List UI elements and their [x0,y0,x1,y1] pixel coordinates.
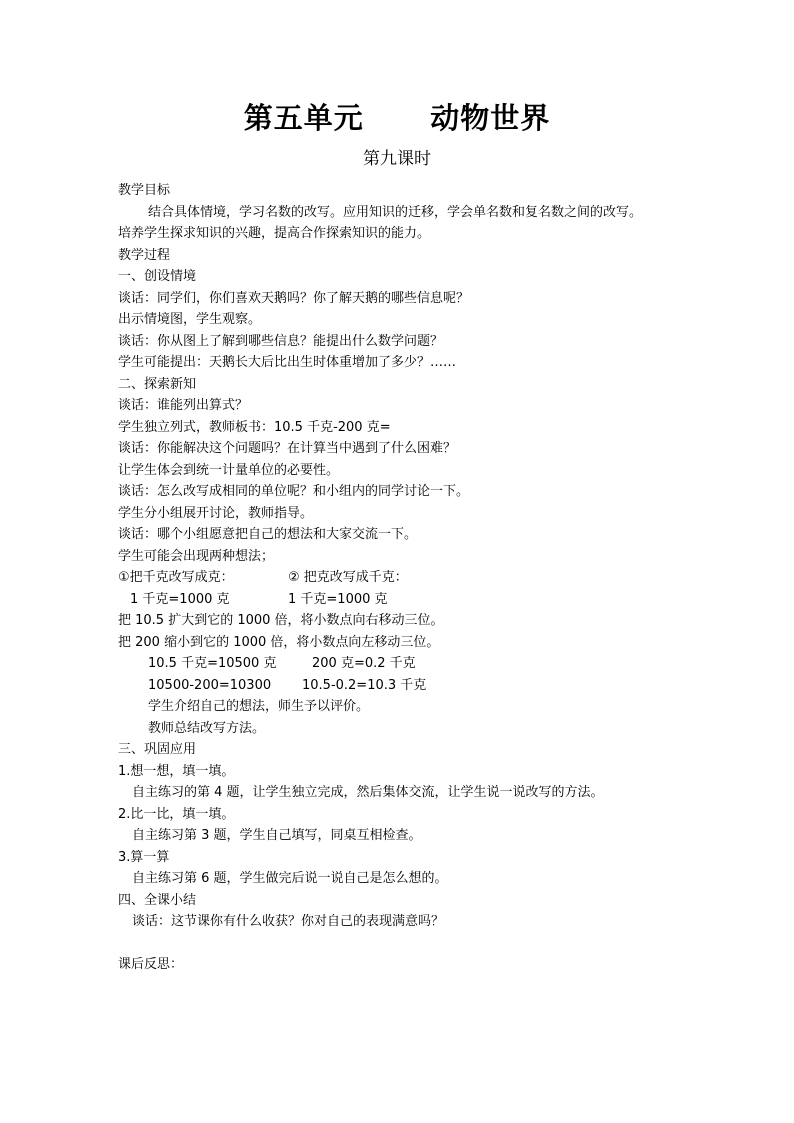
spacer [118,933,718,955]
calc-step: 200 克=0.2 千克 [312,656,416,671]
text-line: 学生介绍自己的想法，师生予以评价。 [148,699,370,714]
page-title: 第五单元 动物世界 [243,101,551,135]
text-line: 谈话：这节课你有什么收获？你对自己的表现满意吗？ [132,914,445,929]
text-line: 学生独立列式，教师板书：10.5 千克-200 克= [118,419,391,435]
goals-line: 结合具体情境，学习名数的改写。应用知识的迁移，学会单名数和复名数之间的改写。 [148,204,643,220]
method-two-eq: 1 千克=1000 克 [288,591,388,607]
text-line: 让学生体会到统一计量单位的必要性。 [118,462,340,478]
method-one-eq: 1 千克=1000 克 [130,591,230,607]
methods-eq-row [118,589,718,611]
text-line: 教师总结改写方法。 [148,720,266,736]
text-line: 出示情境图，学生观察。 [118,312,262,327]
reflection-label: 课后反思： [118,957,184,972]
text-line: 谈话：你能解决这个问题吗？在计算当中遇到了什么困难？ [118,441,457,456]
text-line: 谈话：怎么改写成相同的单位呢？和小组内的同学讨论一下。 [118,484,470,499]
goals-heading: 教学目标 [118,183,171,198]
calc-row [118,653,718,675]
methods-row [118,567,718,589]
process-heading: 教学过程 [118,247,171,263]
exercise-title: 3.算一算 [118,849,170,865]
text-line: 谈话：同学们，你们喜欢天鹅吗？你了解天鹅的哪些信息呢？ [118,290,470,306]
exercise-desc: 自主练习第 6 题，学生做完后说一说自己是怎么想的。 [132,871,448,886]
text-line: 学生分小组展开讨论，教师指导。 [118,505,314,521]
section-heading: 三、巩固应用 [118,742,197,757]
section-heading: 四、全课小结 [118,892,197,908]
text-line: 学生可能提出：天鹅长大后比出生时体重增加了多少？…… [118,355,457,370]
method-one: ①把千克改写成克： [118,570,234,585]
exercise-desc: 自主练习的第 4 题，让学生独立完成，然后集体交流，让学生说一说改写的方法。 [132,785,604,800]
document-body [118,180,718,976]
exercise-title: 2.比一比，填一填。 [118,806,235,822]
text-line: 把 10.5 扩大到它的 1000 倍，将小数点向右移动三位。 [118,613,444,628]
calc-row [118,675,718,697]
calc-step: 10.5-0.2=10.3 千克 [302,677,427,693]
text-line: 谈话：你从图上了解到哪些信息？能提出什么数学问题？ [118,333,444,349]
page-subtitle: 第九课时 [363,149,431,169]
calc-step: 10.5 千克=10500 克 [148,656,277,671]
text-line: 把 200 缩小到它的 1000 倍，将小数点向左移动三位。 [118,634,440,650]
exercise-title: 1.想一想，填一填。 [118,763,235,779]
text-line: 学生可能会出现两种想法； [118,548,275,564]
exercise-desc: 自主练习第 3 题，学生自己填写，同桌互相检查。 [132,828,422,843]
section-heading: 一、创设情境 [118,269,197,284]
text-line: 谈话：谁能列出算式？ [118,398,249,413]
text-line: 谈话：哪个小组愿意把自己的想法和大家交流一下。 [118,527,418,542]
calc-step: 10500-200=10300 [148,677,272,693]
method-two: ② 把克改写成千克： [288,570,408,585]
goals-line: 培养学生探求知识的兴趣，提高合作探索知识的能力。 [118,226,431,241]
section-heading: 二、探索新知 [118,376,197,392]
